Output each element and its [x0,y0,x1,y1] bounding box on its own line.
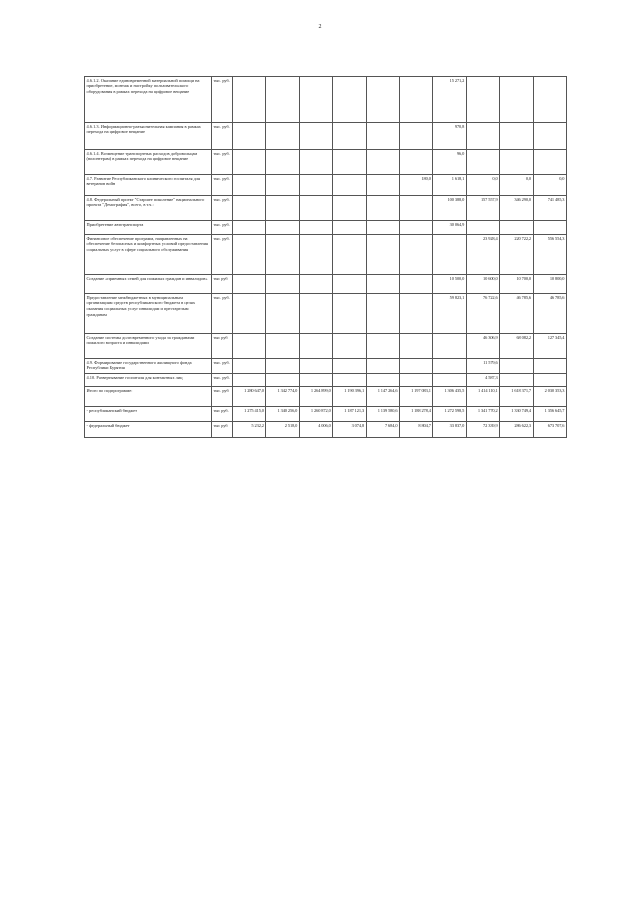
value-cell: 157 557,9 [466,196,499,221]
value-cell [433,374,466,387]
row-unit-cell: тыс руб. [212,407,233,422]
value-cell [233,150,266,175]
value-cell [500,374,533,387]
row-unit-cell: тыс. руб. [212,235,233,275]
value-cell: 1 187 121,3 [333,407,366,422]
value-cell: 4 587,3 [466,374,499,387]
value-cell [433,334,466,359]
value-cell: 10 600,0 [466,275,499,294]
value-cell: 1 139 580,6 [366,407,399,422]
table-row [85,294,567,334]
value-cell [299,123,332,150]
value-cell [500,77,533,123]
value-cell: 15 271,2 [433,77,466,123]
value-cell [500,123,533,150]
value-cell [466,123,499,150]
row-name-cell: - республиканский бюджет [85,407,212,422]
row-unit-cell: тыс руб [212,334,233,359]
value-cell [366,123,399,150]
value-cell: 10 500,0 [433,275,466,294]
value-cell: 1 272 598,5 [433,407,466,422]
value-cell [299,175,332,196]
table-row [85,275,567,294]
value-cell: 1 618,1 [433,175,466,196]
value-cell: 1 188 278,4 [399,407,432,422]
table-row [85,422,567,438]
value-cell [266,374,299,387]
value-cell [266,359,299,374]
value-cell [366,294,399,334]
value-cell [266,150,299,175]
value-cell [366,196,399,221]
value-cell: 1 340 256,0 [266,407,299,422]
value-cell [333,150,366,175]
value-cell: 1 306 435,5 [433,387,466,407]
value-cell [333,374,366,387]
value-cell [266,294,299,334]
value-cell [299,275,332,294]
row-unit-cell: тыс. руб. [212,196,233,221]
value-cell [299,235,332,275]
row-name-cell: Итого по подпрограмме: [85,387,212,407]
value-cell: 33 837,0 [433,422,466,438]
value-cell [399,150,432,175]
value-cell [233,123,266,150]
value-cell: 68 082,2 [500,334,533,359]
value-cell: 10 800,0 [533,275,566,294]
value-cell [233,77,266,123]
value-cell [500,359,533,374]
table-row [85,196,567,221]
value-cell: 970,8 [433,123,466,150]
value-cell: 59 823,1 [433,294,466,334]
value-cell [299,196,332,221]
value-cell: 1 341 770,2 [466,407,499,422]
row-name-cell: Создание системы долговременного ухода за гражданами пожилого возраста и инвалидами [85,334,212,359]
value-cell: 1 342 774,0 [266,387,299,407]
row-name-cell: 4.8. Федеральный проект "Старшее поколение" национального проекта "Демография", всего, в т.ч.: [85,196,212,221]
value-cell [333,221,366,235]
value-cell [299,221,332,235]
row-name-cell: 4.9. Формирование государственного жилищного фонда Республики Бурятия [85,359,212,374]
value-cell [433,359,466,374]
value-cell [266,196,299,221]
value-cell [266,123,299,150]
row-unit-cell: тыс. руб. [212,221,233,235]
value-cell [233,334,266,359]
value-cell: 76 722,6 [466,294,499,334]
value-cell [233,374,266,387]
row-unit-cell: тыс. руб. [212,294,233,334]
value-cell [266,334,299,359]
value-cell: 72 339,9 [466,422,499,438]
row-unit-cell: тыс. руб. [212,175,233,196]
value-cell [299,77,332,123]
value-cell [333,275,366,294]
value-cell: 1 260 872,0 [299,407,332,422]
value-cell [466,77,499,123]
budget-table-body [85,77,567,438]
value-cell [266,275,299,294]
row-unit-cell: тыс руб [212,422,233,438]
value-cell [333,359,366,374]
row-name-cell: 4.6.1.3. Информационно-разъяснительная кампания в рамках перехода на цифровое вещание [85,123,212,150]
value-cell [399,359,432,374]
value-cell [366,359,399,374]
value-cell: 1 275 415,0 [233,407,266,422]
row-unit-cell: тыс. руб. [212,77,233,123]
value-cell [333,294,366,334]
value-cell: 5 232,2 [233,422,266,438]
value-cell [399,294,432,334]
value-cell [366,374,399,387]
row-unit-cell: тыс. руб [212,387,233,407]
value-cell [500,221,533,235]
value-cell [233,221,266,235]
value-cell [366,150,399,175]
value-cell: 46 785,6 [500,294,533,334]
value-cell [533,221,566,235]
value-cell [399,77,432,123]
value-cell [233,175,266,196]
value-cell [366,77,399,123]
row-name-cell: 4.6.1.4. Возмещение транспортных расходов добровольцам (волонтерам) в рамках перехода на цифровое вещание [85,150,212,175]
value-cell [266,221,299,235]
table-row [85,150,567,175]
value-cell: 1 330 749,4 [500,407,533,422]
value-cell [533,77,566,123]
value-cell [266,175,299,196]
value-cell: 46 306,9 [466,334,499,359]
value-cell [399,334,432,359]
table-row [85,334,567,359]
value-cell: 1 356 645,7 [533,407,566,422]
value-cell [333,196,366,221]
value-cell [233,275,266,294]
table-row [85,374,567,387]
row-name-cell: Создание «приемных семей для пожилых граждан и инвалидов» [85,275,212,294]
table-row [85,387,567,407]
value-cell: 127 345,4 [533,334,566,359]
value-cell [366,235,399,275]
value-cell: 1 197 083,1 [399,387,432,407]
value-cell: 4 006,0 [299,422,332,438]
value-cell: 2 030 353,3 [533,387,566,407]
value-cell: 30 064,9 [433,221,466,235]
value-cell [233,359,266,374]
value-cell [399,123,432,150]
value-cell: 1 280 647,0 [233,387,266,407]
value-cell [233,294,266,334]
value-cell [466,221,499,235]
value-cell: 11 579,6 [466,359,499,374]
row-name-cell: 4.6.1.2. Оказание единовременной материальной помощи на приобретение, монтаж и настройку пользовательского оборудования в рамках перехода на цифровое вещание [85,77,212,123]
value-cell [333,175,366,196]
value-cell: 1 618 371,7 [500,387,533,407]
value-cell [299,294,332,334]
value-cell [333,334,366,359]
value-cell: 180,0 [399,175,432,196]
value-cell: 100 388,0 [433,196,466,221]
table-row [85,235,567,275]
value-cell: 0,0 [466,175,499,196]
table-row [85,407,567,422]
value-cell [299,150,332,175]
row-name-cell: Предоставление межбюджетных в муниципальным организациям средств республиканского бюджета в целях оказания социальных услуг инвалидам и престарелым гражданам [85,294,212,334]
table-row [85,77,567,123]
row-name-cell: 4.10. Развертывание госпиталя для контактных лиц [85,374,212,387]
row-unit-cell: тыс руб [212,275,233,294]
row-unit-cell: тыс. руб. [212,123,233,150]
value-cell: 741 485,3 [533,196,566,221]
row-unit-cell: тыс. руб. [212,359,233,374]
value-cell [500,150,533,175]
value-cell: 2 518,0 [266,422,299,438]
value-cell: 346 290,0 [500,196,533,221]
value-cell [466,150,499,175]
value-cell [533,359,566,374]
value-cell [366,221,399,235]
value-cell [399,196,432,221]
value-cell [266,77,299,123]
value-cell [299,374,332,387]
page-number: 2 [318,24,322,30]
value-cell: 1 147 264,6 [366,387,399,407]
value-cell: 10 700,0 [500,275,533,294]
table-row [85,221,567,235]
value-cell: 673 707,6 [533,422,566,438]
value-cell [333,123,366,150]
value-cell: 286 622,3 [500,422,533,438]
value-cell: 1 414 110,1 [466,387,499,407]
value-cell [433,235,466,275]
row-unit-cell: тыс. руб. [212,374,233,387]
budget-table [84,76,567,438]
value-cell [366,275,399,294]
row-name-cell: Финансовое обеспечение программ, направленных на обеспечение безопасных и комфортных условий предоставления социальных услуг в сфере социального обслуживания [85,235,212,275]
value-cell: 7 684,0 [366,422,399,438]
value-cell: 96,0 [433,150,466,175]
value-cell: 556 554,3 [533,235,566,275]
value-cell [533,150,566,175]
value-cell [333,77,366,123]
value-cell: 0,0 [500,175,533,196]
row-name-cell: Приобретение автотранспорта [85,221,212,235]
value-cell [399,374,432,387]
value-cell: 220 722,2 [500,235,533,275]
value-cell: 1 190 396,1 [333,387,366,407]
table-row [85,175,567,196]
value-cell [366,175,399,196]
value-cell [333,235,366,275]
value-cell [533,374,566,387]
value-cell: 3 074,8 [333,422,366,438]
row-unit-cell: тыс. руб. [212,150,233,175]
table-row [85,359,567,374]
value-cell [299,334,332,359]
value-cell [233,196,266,221]
row-name-cell: - федеральный бюджет [85,422,212,438]
value-cell [399,275,432,294]
row-name-cell: 4.7. Развитие Республиканского клинического госпиталя для ветеранов войн [85,175,212,196]
value-cell: 46 785,6 [533,294,566,334]
value-cell: 0,0 [533,175,566,196]
value-cell [399,235,432,275]
value-cell [366,334,399,359]
table-row [85,123,567,150]
value-cell [533,123,566,150]
value-cell: 8 804,7 [399,422,432,438]
value-cell [399,221,432,235]
value-cell [299,359,332,374]
value-cell [233,235,266,275]
value-cell: 23 928,4 [466,235,499,275]
value-cell [266,235,299,275]
value-cell: 1 264 899,0 [299,387,332,407]
